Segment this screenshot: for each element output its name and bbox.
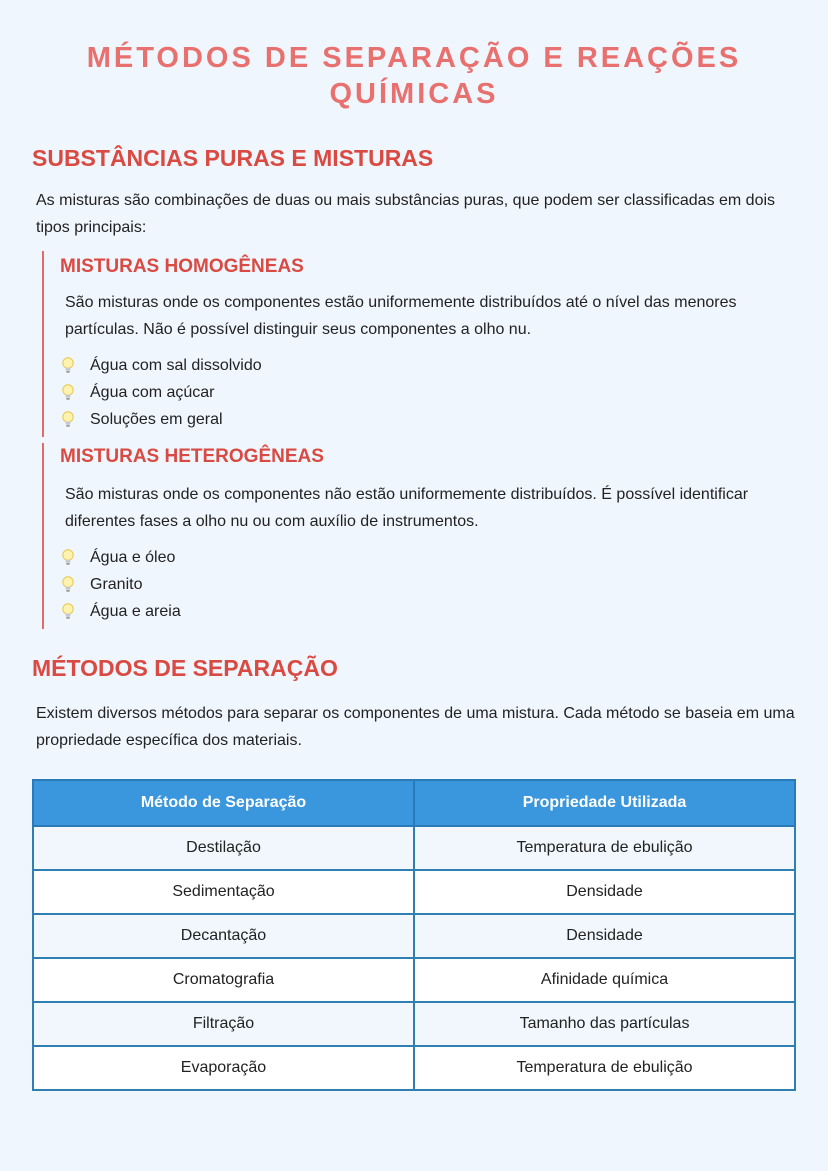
- list-item: [62, 406, 262, 433]
- property-cell: Temperatura de ebulição: [414, 1046, 795, 1090]
- list-item: [62, 598, 181, 625]
- list-item: [62, 379, 262, 406]
- method-cell: Cromatografia: [33, 958, 414, 1002]
- document-title: MÉTODOS DE SEPARAÇÃO E REAÇÕES QUÍMICAS: [86, 42, 742, 110]
- property-cell: Afinidade química: [414, 958, 795, 1002]
- section-heading-substancias: SUBSTÂNCIAS PURAS E MISTURAS: [32, 145, 434, 171]
- heterogeneous-description: São misturas onde os componentes não estão uniformemente distribuídos. É possível identificar diferentes fases a olho nu ou com auxílio de instrumentos.: [65, 486, 749, 530]
- list-item: [62, 571, 181, 598]
- example-text: Granito: [90, 576, 143, 593]
- homogeneous-description: São misturas onde os componentes estão uniformemente distribuídos até o nível das menores partículas. Não é possível distinguir seus componentes a olho nu.: [65, 294, 737, 338]
- method-cell: Evaporação: [33, 1046, 414, 1090]
- separation-methods-table: [32, 779, 796, 1091]
- property-cell: Densidade: [414, 870, 795, 914]
- table-row: [33, 914, 795, 958]
- homogeneous-block: [42, 251, 804, 437]
- lightbulb-icon: [62, 576, 74, 593]
- example-text: Água com açúcar: [90, 384, 215, 401]
- property-cell: Temperatura de ebulição: [414, 826, 795, 870]
- list-item: [62, 544, 181, 571]
- example-text: Água e areia: [90, 603, 181, 620]
- heterogeneous-examples: [62, 544, 181, 625]
- example-text: Água com sal dissolvido: [90, 357, 262, 374]
- method-cell: Destilação: [33, 826, 414, 870]
- example-text: Água e óleo: [90, 549, 176, 566]
- table-row: [33, 826, 795, 870]
- list-item: [62, 352, 262, 379]
- lightbulb-icon: [62, 549, 74, 566]
- method-cell: Filtração: [33, 1002, 414, 1046]
- homogeneous-examples: [62, 352, 262, 433]
- property-cell: Tamanho das partículas: [414, 1002, 795, 1046]
- lightbulb-icon: [62, 357, 74, 374]
- table-row: [33, 958, 795, 1002]
- method-cell: Sedimentação: [33, 870, 414, 914]
- column-header-method: Método de Separação: [33, 780, 414, 826]
- subheading-homogeneas: MISTURAS HOMOGÊNEAS: [60, 256, 304, 277]
- table-row: [33, 1046, 795, 1090]
- lightbulb-icon: [62, 603, 74, 620]
- heterogeneous-block: [42, 443, 804, 629]
- table-row: [33, 870, 795, 914]
- lightbulb-icon: [62, 411, 74, 428]
- section-heading-metodos: MÉTODOS DE SEPARAÇÃO: [32, 655, 338, 681]
- example-text: Soluções em geral: [90, 411, 223, 428]
- lightbulb-icon: [62, 384, 74, 401]
- section-intro-misturas: As misturas são combinações de duas ou mais substâncias puras, que podem ser classificadas em dois tipos principais:: [36, 192, 776, 236]
- section-intro-metodos: Existem diversos métodos para separar os componentes de uma mistura. Cada método se baseia em uma propriedade específica dos materiais.: [36, 705, 795, 749]
- table-header-row: [33, 780, 795, 826]
- method-cell: Decantação: [33, 914, 414, 958]
- column-header-property: Propriedade Utilizada: [414, 780, 795, 826]
- subheading-heterogeneas: MISTURAS HETEROGÊNEAS: [60, 446, 324, 467]
- table-row: [33, 1002, 795, 1046]
- property-cell: Densidade: [414, 914, 795, 958]
